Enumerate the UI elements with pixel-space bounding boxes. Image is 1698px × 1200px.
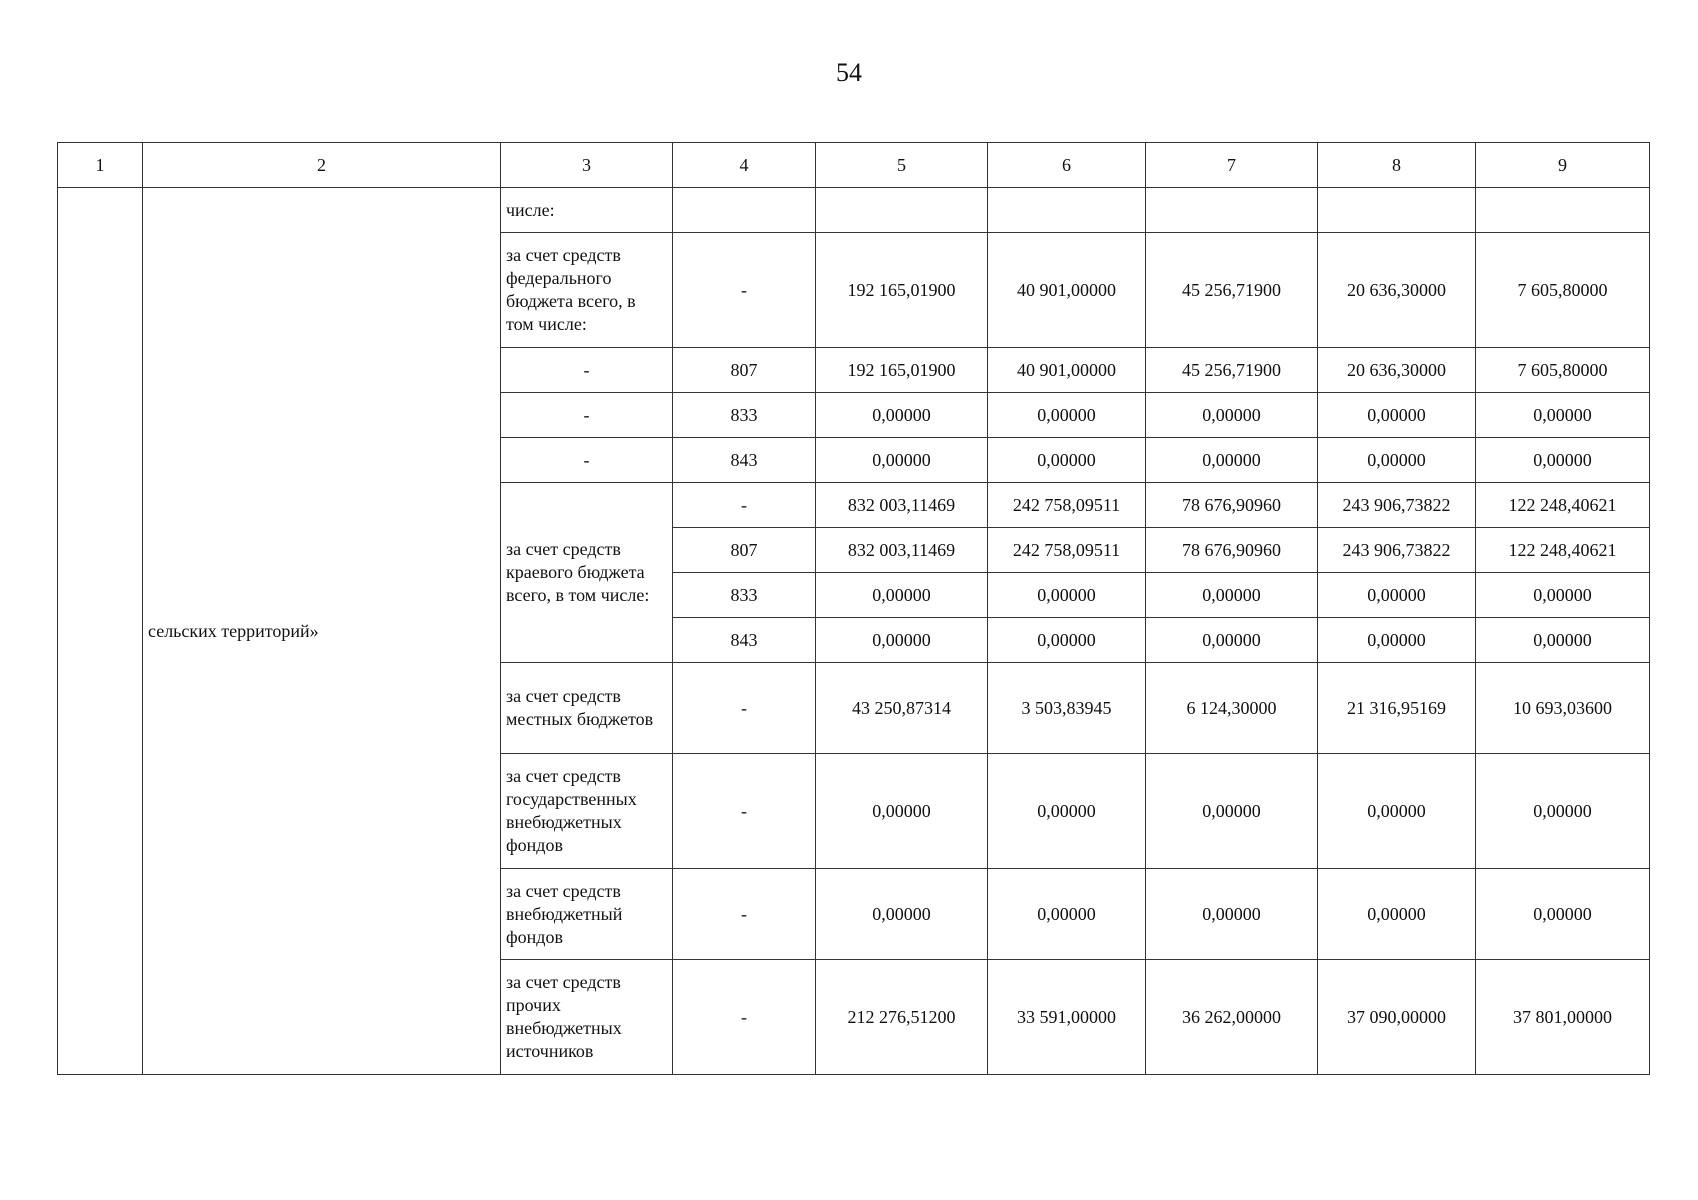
code-cell: -: [673, 869, 816, 960]
code-cell: 833: [673, 573, 816, 618]
value-cell: 0,00000: [816, 393, 988, 438]
value-cell: 36 262,00000: [1146, 960, 1318, 1075]
value-cell: 7 605,80000: [1476, 233, 1650, 348]
code-cell: -: [673, 754, 816, 869]
value-cell: 0,00000: [1318, 573, 1476, 618]
value-cell: 10 693,03600: [1476, 663, 1650, 754]
code-cell: -: [673, 233, 816, 348]
code-cell: -: [673, 483, 816, 528]
header-cell: 1: [58, 143, 143, 188]
code-cell: 833: [673, 393, 816, 438]
value-cell: 0,00000: [1318, 438, 1476, 483]
value-cell: 0,00000: [988, 618, 1146, 663]
header-row: [58, 143, 1650, 188]
value-cell: 832 003,11469: [816, 528, 988, 573]
value-cell: 0,00000: [1146, 869, 1318, 960]
header-cell: 3: [501, 143, 673, 188]
funding-source-label: за счет средств федерального бюджета всего, в том числе:: [501, 233, 673, 348]
funding-source-label: за счет средств местных бюджетов: [501, 663, 673, 754]
code-cell: 843: [673, 438, 816, 483]
value-cell: 832 003,11469: [816, 483, 988, 528]
value-cell: 21 316,95169: [1318, 663, 1476, 754]
value-cell: 243 906,73822: [1318, 528, 1476, 573]
code-cell: -: [673, 663, 816, 754]
value-cell: 78 676,90960: [1146, 483, 1318, 528]
value-cell: 3 503,83945: [988, 663, 1146, 754]
budget-table: [57, 142, 1650, 1075]
value-cell: 0,00000: [1318, 618, 1476, 663]
value-cell: 0,00000: [1476, 573, 1650, 618]
value-cell: 0,00000: [816, 618, 988, 663]
row-number-cell: [58, 188, 143, 1075]
value-cell: 0,00000: [1318, 754, 1476, 869]
value-cell: 0,00000: [1476, 393, 1650, 438]
header-cell: 6: [988, 143, 1146, 188]
value-cell: 0,00000: [1476, 869, 1650, 960]
empty-cell: [1476, 188, 1650, 233]
empty-cell: [988, 188, 1146, 233]
value-cell: 45 256,71900: [1146, 233, 1318, 348]
value-cell: 0,00000: [1318, 869, 1476, 960]
value-cell: 20 636,30000: [1318, 233, 1476, 348]
value-cell: 0,00000: [1146, 393, 1318, 438]
value-cell: 192 165,01900: [816, 348, 988, 393]
funding-source-label: за счет средств государственных внебюджетных фондов: [501, 754, 673, 869]
value-cell: 43 250,87314: [816, 663, 988, 754]
funding-source-label: за счет средств прочих внебюджетных источников: [501, 960, 673, 1075]
header-cell: 5: [816, 143, 988, 188]
empty-cell: [816, 188, 988, 233]
value-cell: 0,00000: [1146, 438, 1318, 483]
value-cell: 0,00000: [1476, 754, 1650, 869]
value-cell: 0,00000: [816, 438, 988, 483]
value-cell: 40 901,00000: [988, 233, 1146, 348]
value-cell: 40 901,00000: [988, 348, 1146, 393]
value-cell: 0,00000: [988, 869, 1146, 960]
value-cell: 0,00000: [816, 573, 988, 618]
code-cell: 843: [673, 618, 816, 663]
funding-source-label: -: [501, 348, 673, 393]
funding-source-label: за счет средств краевого бюджета всего, в том числе:: [501, 483, 673, 663]
value-cell: 45 256,71900: [1146, 348, 1318, 393]
funding-source-label: числе:: [501, 188, 673, 233]
value-cell: 37 090,00000: [1318, 960, 1476, 1075]
value-cell: 33 591,00000: [988, 960, 1146, 1075]
code-cell: 807: [673, 348, 816, 393]
header-cell: 2: [143, 143, 501, 188]
value-cell: 212 276,51200: [816, 960, 988, 1075]
value-cell: 0,00000: [988, 393, 1146, 438]
value-cell: 0,00000: [1146, 754, 1318, 869]
value-cell: 0,00000: [988, 438, 1146, 483]
value-cell: 242 758,09511: [988, 528, 1146, 573]
value-cell: 242 758,09511: [988, 483, 1146, 528]
value-cell: 7 605,80000: [1476, 348, 1650, 393]
value-cell: 20 636,30000: [1318, 348, 1476, 393]
value-cell: 0,00000: [1146, 573, 1318, 618]
header-cell: 4: [673, 143, 816, 188]
funding-source-label: за счет средств внебюджетный фондов: [501, 869, 673, 960]
value-cell: 0,00000: [1146, 618, 1318, 663]
header-cell: 8: [1318, 143, 1476, 188]
value-cell: 0,00000: [1476, 618, 1650, 663]
empty-cell: [1146, 188, 1318, 233]
header-cell: 9: [1476, 143, 1650, 188]
funding-source-label: -: [501, 393, 673, 438]
value-cell: 122 248,40621: [1476, 528, 1650, 573]
header-cell: 7: [1146, 143, 1318, 188]
value-cell: 0,00000: [1476, 438, 1650, 483]
table-row: [58, 188, 1650, 233]
value-cell: 0,00000: [988, 573, 1146, 618]
value-cell: 0,00000: [816, 754, 988, 869]
program-name-cell: сельских территорий»: [143, 188, 501, 1075]
page-number: 54: [836, 58, 862, 87]
code-cell: 807: [673, 528, 816, 573]
empty-cell: [1318, 188, 1476, 233]
empty-cell: [673, 188, 816, 233]
code-cell: -: [673, 960, 816, 1075]
value-cell: 37 801,00000: [1476, 960, 1650, 1075]
value-cell: 6 124,30000: [1146, 663, 1318, 754]
value-cell: 0,00000: [816, 869, 988, 960]
funding-source-label: -: [501, 438, 673, 483]
value-cell: 243 906,73822: [1318, 483, 1476, 528]
value-cell: 192 165,01900: [816, 233, 988, 348]
value-cell: 78 676,90960: [1146, 528, 1318, 573]
value-cell: 0,00000: [1318, 393, 1476, 438]
value-cell: 0,00000: [988, 754, 1146, 869]
value-cell: 122 248,40621: [1476, 483, 1650, 528]
